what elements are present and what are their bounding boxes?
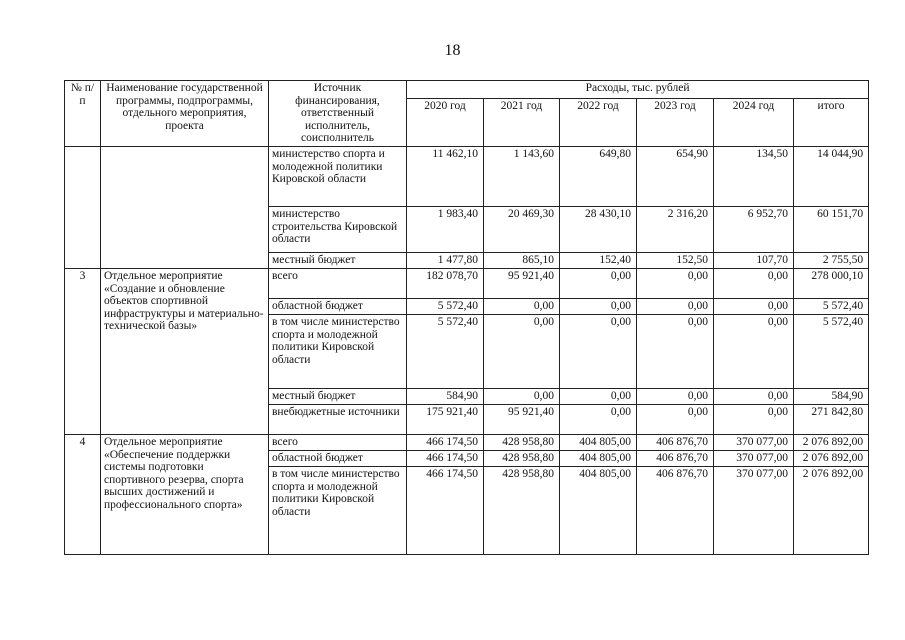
value-cell: 406 876,70 xyxy=(637,434,714,450)
value-cell: 428 958,80 xyxy=(484,466,560,554)
value-cell: 14 044,90 xyxy=(794,146,869,206)
value-cell: 404 805,00 xyxy=(560,450,637,466)
value-cell: 20 469,30 xyxy=(484,206,560,252)
value-cell: 649,80 xyxy=(560,146,637,206)
source-cell: в том числе министерство спорта и молодежной политики Кировской области xyxy=(269,314,407,388)
value-cell: 5 572,40 xyxy=(407,314,484,388)
source-cell: всего xyxy=(269,434,407,450)
value-cell: 5 572,40 xyxy=(794,298,869,314)
header-year: 2023 год xyxy=(637,98,714,146)
value-cell: 865,10 xyxy=(484,252,560,268)
value-cell: 1 477,80 xyxy=(407,252,484,268)
header-expenses: Расходы, тыс. рублей xyxy=(407,81,869,99)
value-cell: 11 462,10 xyxy=(407,146,484,206)
num-cell xyxy=(65,146,101,268)
value-cell: 428 958,80 xyxy=(484,434,560,450)
value-cell: 134,50 xyxy=(714,146,794,206)
value-cell: 152,40 xyxy=(560,252,637,268)
name-cell: Отдельное мероприятие «Создание и обновление объектов спортивной инфраструктуры и материально-технической базы» xyxy=(101,268,269,434)
table-row xyxy=(65,146,869,206)
value-cell: 0,00 xyxy=(714,404,794,434)
value-cell: 404 805,00 xyxy=(560,466,637,554)
header-year: 2022 год xyxy=(560,98,637,146)
value-cell: 370 077,00 xyxy=(714,450,794,466)
value-cell: 6 952,70 xyxy=(714,206,794,252)
value-cell: 2 316,20 xyxy=(637,206,714,252)
value-cell: 370 077,00 xyxy=(714,434,794,450)
header-year: 2024 год xyxy=(714,98,794,146)
source-cell: областной бюджет xyxy=(269,450,407,466)
header-name: Наименование государственной программы, подпрограммы, отдельного мероприятия, проекта xyxy=(101,81,269,147)
source-cell: министерство строительства Кировской области xyxy=(269,206,407,252)
value-cell: 60 151,70 xyxy=(794,206,869,252)
value-cell: 2 755,50 xyxy=(794,252,869,268)
value-cell: 0,00 xyxy=(637,404,714,434)
value-cell: 0,00 xyxy=(484,314,560,388)
table-row xyxy=(65,434,869,450)
value-cell: 95 921,40 xyxy=(484,268,560,298)
source-cell: внебюджетные источники xyxy=(269,404,407,434)
value-cell: 5 572,40 xyxy=(407,298,484,314)
value-cell: 654,90 xyxy=(637,146,714,206)
value-cell: 0,00 xyxy=(560,404,637,434)
source-cell: местный бюджет xyxy=(269,388,407,404)
value-cell: 0,00 xyxy=(560,388,637,404)
value-cell: 584,90 xyxy=(794,388,869,404)
value-cell: 182 078,70 xyxy=(407,268,484,298)
value-cell: 0,00 xyxy=(637,298,714,314)
value-cell: 95 921,40 xyxy=(484,404,560,434)
expenses-table xyxy=(64,80,869,555)
source-cell: в том числе министерство спорта и молодежной политики Кировской области xyxy=(269,466,407,554)
value-cell: 0,00 xyxy=(637,268,714,298)
value-cell: 0,00 xyxy=(714,298,794,314)
header-year: 2020 год xyxy=(407,98,484,146)
value-cell: 152,50 xyxy=(637,252,714,268)
value-cell: 0,00 xyxy=(560,268,637,298)
value-cell: 0,00 xyxy=(560,314,637,388)
header-source: Источник финансирования, ответственный исполнитель, соисполнитель xyxy=(269,81,407,147)
source-cell: областной бюджет xyxy=(269,298,407,314)
name-cell xyxy=(101,146,269,268)
value-cell: 0,00 xyxy=(484,388,560,404)
value-cell: 0,00 xyxy=(560,298,637,314)
value-cell: 2 076 892,00 xyxy=(794,450,869,466)
value-cell: 0,00 xyxy=(637,388,714,404)
header-num: № п/п xyxy=(65,81,101,147)
value-cell: 0,00 xyxy=(714,268,794,298)
source-cell: местный бюджет xyxy=(269,252,407,268)
value-cell: 5 572,40 xyxy=(794,314,869,388)
value-cell: 1 983,40 xyxy=(407,206,484,252)
source-cell: всего xyxy=(269,268,407,298)
num-cell: 3 xyxy=(65,268,101,434)
header-total: итого xyxy=(794,98,869,146)
value-cell: 1 143,60 xyxy=(484,146,560,206)
value-cell: 404 805,00 xyxy=(560,434,637,450)
header-year: 2021 год xyxy=(484,98,560,146)
value-cell: 28 430,10 xyxy=(560,206,637,252)
num-cell: 4 xyxy=(65,434,101,554)
value-cell: 584,90 xyxy=(407,388,484,404)
value-cell: 406 876,70 xyxy=(637,450,714,466)
value-cell: 428 958,80 xyxy=(484,450,560,466)
value-cell: 466 174,50 xyxy=(407,450,484,466)
value-cell: 406 876,70 xyxy=(637,466,714,554)
value-cell: 0,00 xyxy=(484,298,560,314)
page-number: 18 xyxy=(444,42,461,59)
value-cell: 107,70 xyxy=(714,252,794,268)
value-cell: 466 174,50 xyxy=(407,466,484,554)
name-cell: Отдельное мероприятие «Обеспечение поддержки системы подготовки спортивного резерва, спорта высших достижений и профессионального спорта» xyxy=(101,434,269,554)
value-cell: 271 842,80 xyxy=(794,404,869,434)
value-cell: 175 921,40 xyxy=(407,404,484,434)
value-cell: 0,00 xyxy=(714,314,794,388)
value-cell: 466 174,50 xyxy=(407,434,484,450)
value-cell: 0,00 xyxy=(714,388,794,404)
source-cell: министерство спорта и молодежной политики Кировской области xyxy=(269,146,407,206)
value-cell: 2 076 892,00 xyxy=(794,466,869,554)
value-cell: 370 077,00 xyxy=(714,466,794,554)
value-cell: 0,00 xyxy=(637,314,714,388)
table-row xyxy=(65,268,869,298)
value-cell: 2 076 892,00 xyxy=(794,434,869,450)
value-cell: 278 000,10 xyxy=(794,268,869,298)
